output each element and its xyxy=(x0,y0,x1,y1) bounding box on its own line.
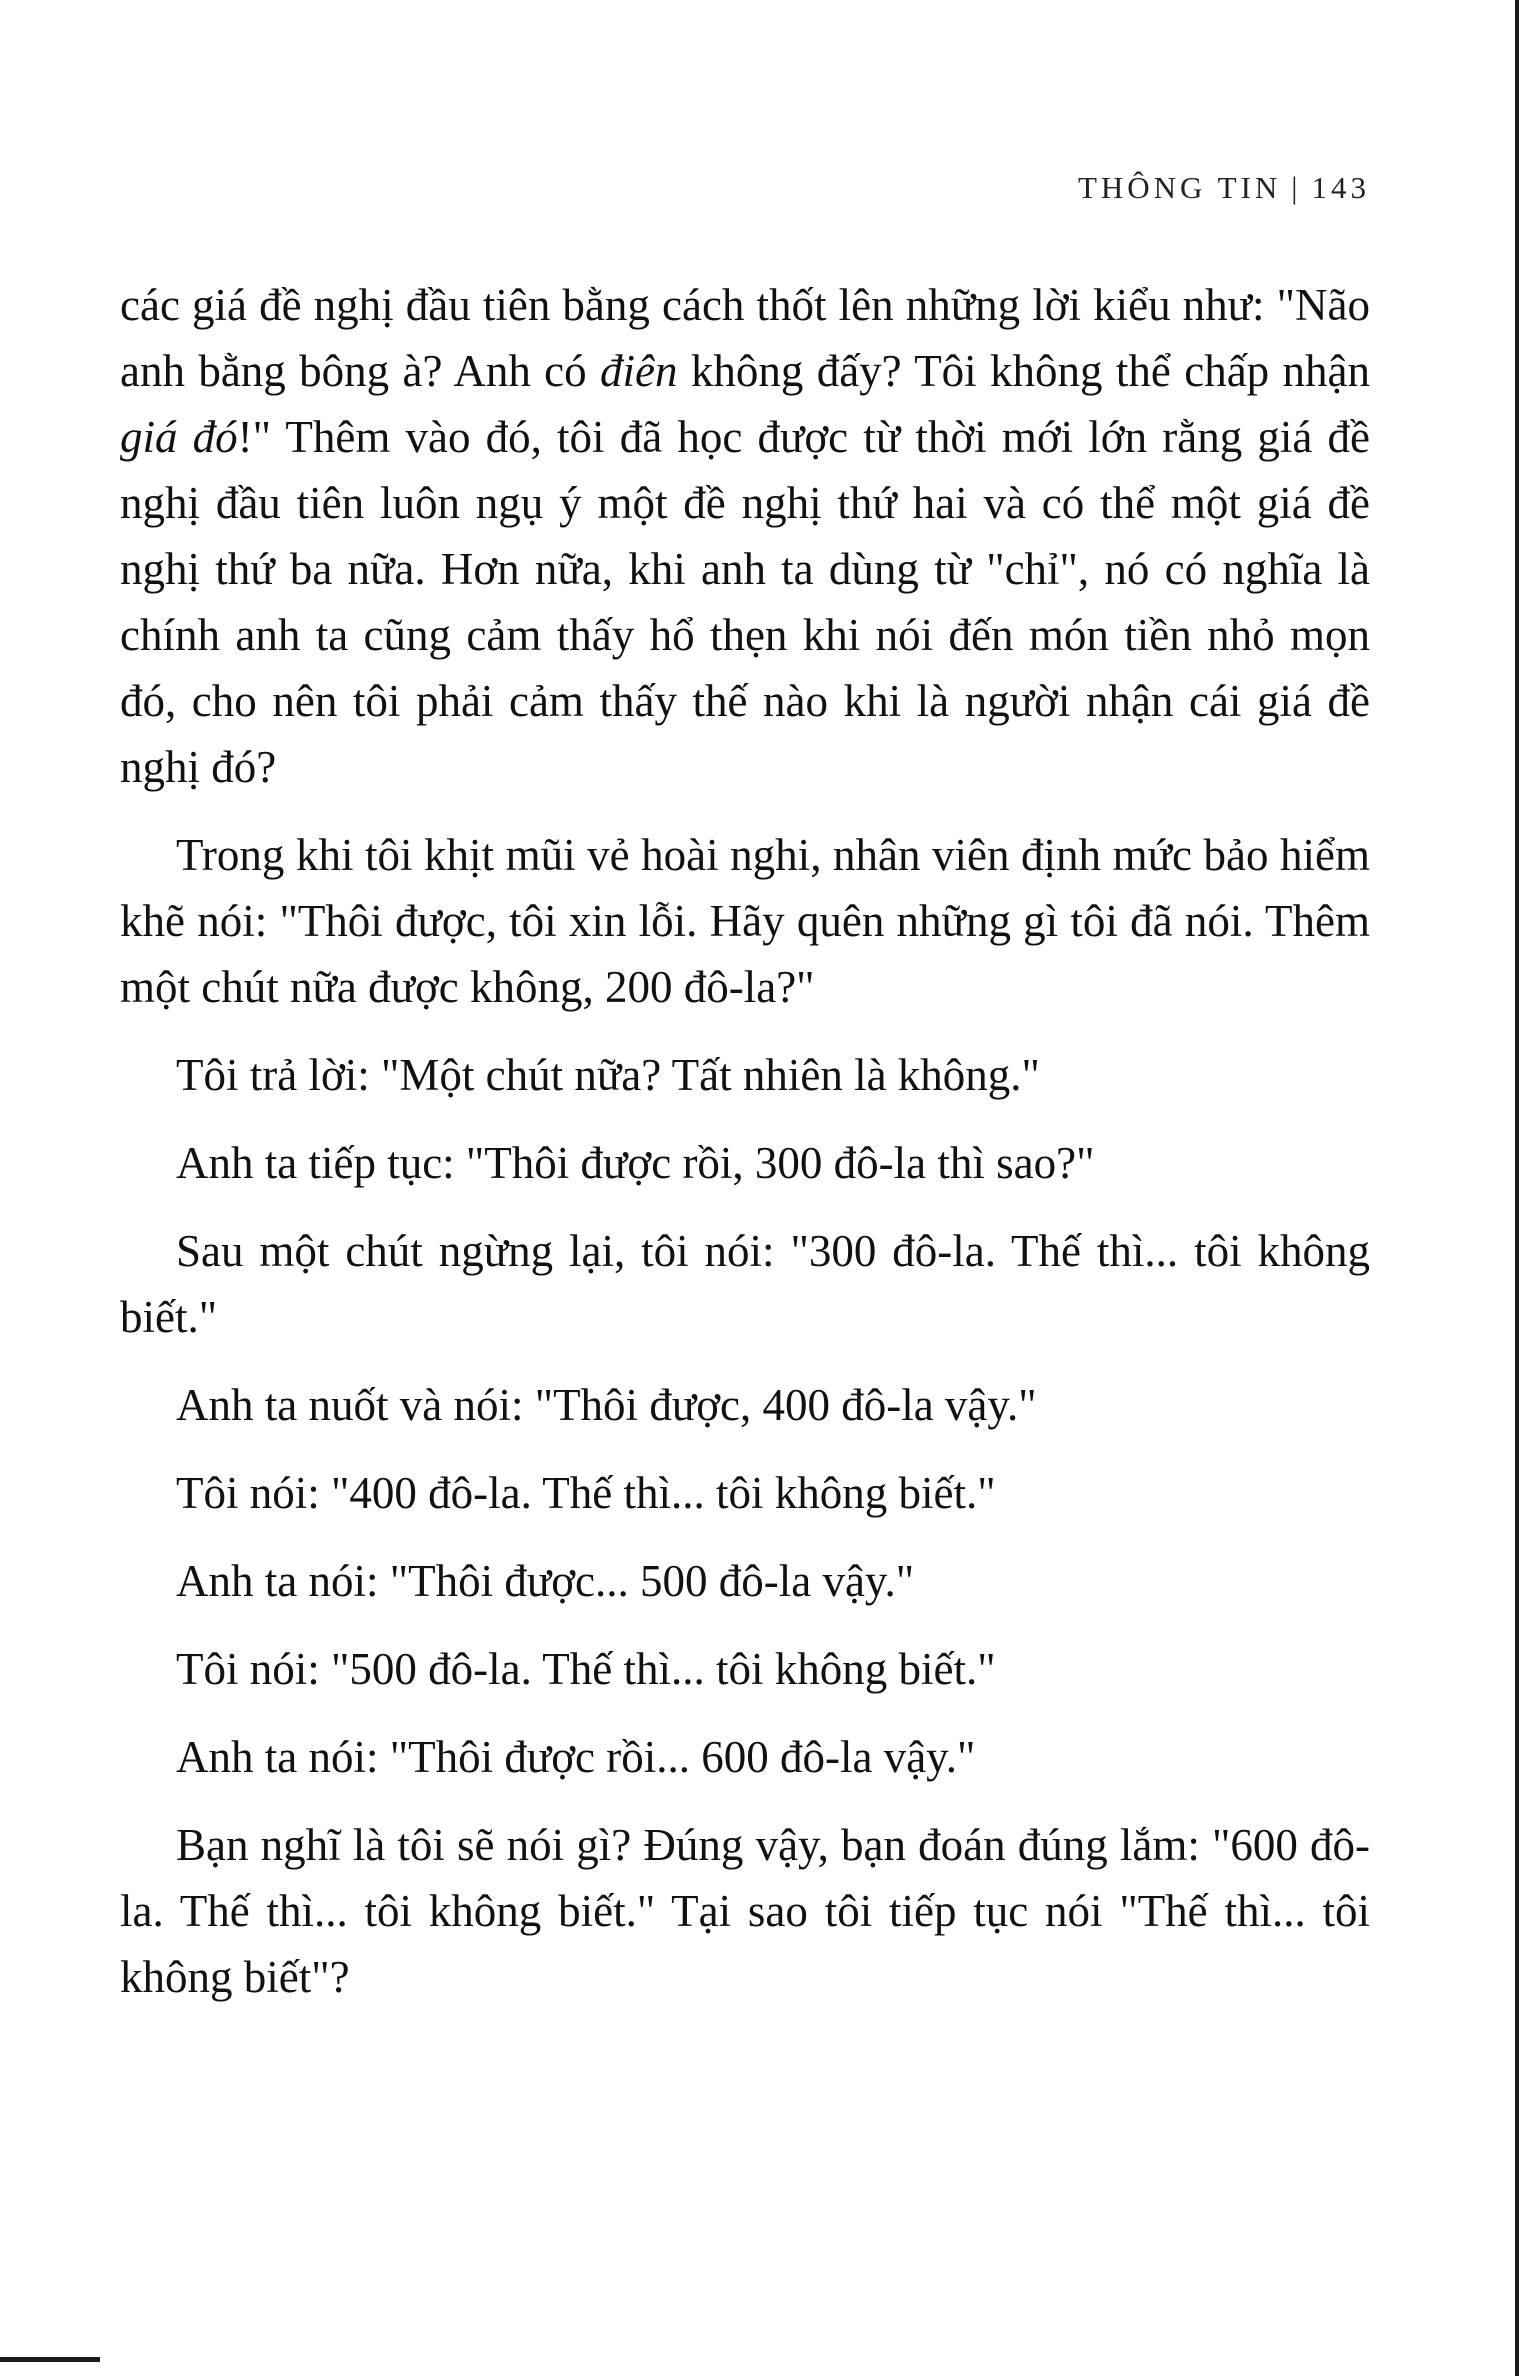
paragraph-4: Anh ta tiếp tục: "Thôi được rồi, 300 đô-la thì sao?" xyxy=(176,1138,1095,1188)
paragraph-11: Bạn nghĩ là tôi sẽ nói gì? Đúng vậy, bạn đoán đúng lắm: "600 đô-la. Thế thì... tôi không biết." Tại sao tôi tiếp tục nói "Thế thì... tôi không biết"? xyxy=(120,1820,1370,2002)
paragraph-6: Anh ta nuốt và nói: "Thôi được, 400 đô-la vậy." xyxy=(176,1380,1037,1430)
paragraph-7: Tôi nói: "400 đô-la. Thế thì... tôi không biết." xyxy=(176,1468,996,1518)
body-text xyxy=(120,272,1370,2032)
paragraph-3: Tôi trả lời: "Một chút nữa? Tất nhiên là không." xyxy=(176,1050,1040,1100)
paragraph-1-italic-2: giá đó xyxy=(120,412,238,462)
running-header xyxy=(1010,170,1370,206)
paragraph-9: Tôi nói: "500 đô-la. Thế thì... tôi không biết." xyxy=(176,1644,996,1694)
section-title: THÔNG TIN xyxy=(1077,170,1282,205)
paragraph-8: Anh ta nói: "Thôi được... 500 đô-la vậy." xyxy=(176,1556,915,1606)
paragraph-1-segment-3: không đấy? Tôi không thể chấp nhận xyxy=(677,346,1370,396)
paragraph-1-segment-1: các giá đề nghị đầu tiên bằng cách thốt lên những lời kiểu như: "Não anh bằng bông à? Anh có xyxy=(120,280,1370,396)
paragraph-1-segment-5: !" Thêm vào đó, tôi đã học được từ thời mới lớn rằng giá đề nghị đầu tiên luôn ngụ ý một đề nghị thứ hai và có thể một giá đề nghị thứ ba nữa. Hơn nữa, khi anh ta dùng từ "chỉ", nó có nghĩa là chính anh ta cũng cảm thấy hổ thẹn khi nói đến món tiền nhỏ mọn đó, cho nên tôi phải cảm thấy thế nào khi là người nhận cái giá đề nghị đó? xyxy=(120,412,1370,792)
paragraph-2: Trong khi tôi khịt mũi vẻ hoài nghi, nhân viên định mức bảo hiểm khẽ nói: "Thôi được, tôi xin lỗi. Hãy quên những gì tôi đã nói. Thêm một chút nữa được không, 200 đô-la?" xyxy=(120,830,1370,1012)
paragraph-1-italic-1: điên xyxy=(600,346,678,396)
page-number: 143 xyxy=(1311,170,1370,205)
page-edge-shadow xyxy=(1515,0,1519,2376)
paragraph-10: Anh ta nói: "Thôi được rồi... 600 đô-la vậy." xyxy=(176,1732,976,1782)
paragraph-5: Sau một chút ngừng lại, tôi nói: "300 đô-la. Thế thì... tôi không biết." xyxy=(120,1226,1370,1342)
paragraph-1 xyxy=(120,272,1370,800)
scan-edge-mark xyxy=(0,2357,100,2362)
header-separator: | xyxy=(1291,170,1302,205)
